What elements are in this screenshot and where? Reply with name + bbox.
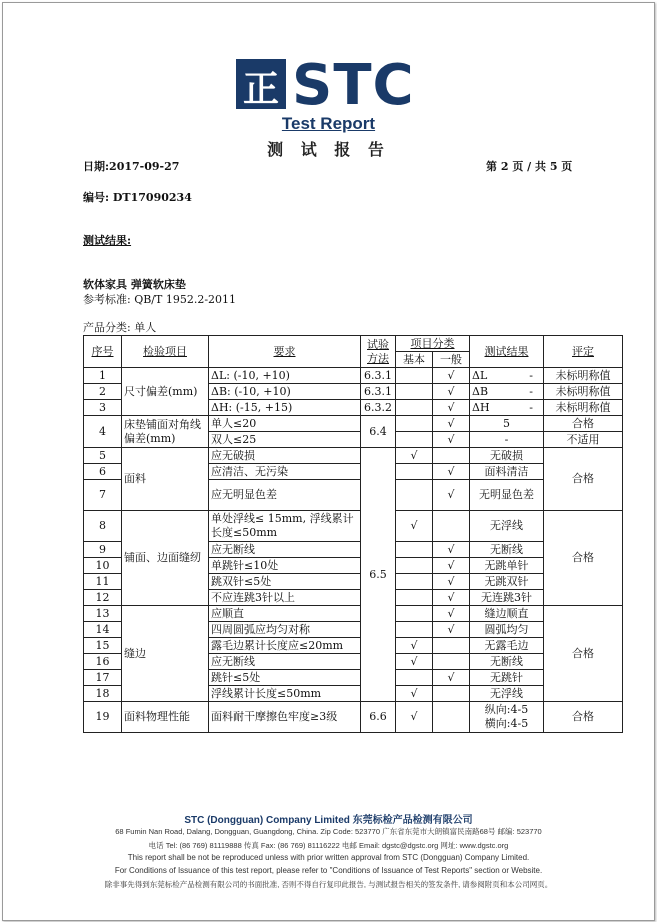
- table-row: 4 床垫铺面对角线偏差(mm) 单人≤20 6.4 √ 5 合格: [84, 416, 623, 432]
- table-row: 8 铺面、边面缝纫 单处浮线≤ 15mm, 浮线累计长度≤50mm √ 无浮线 合格: [84, 511, 623, 542]
- check-mark: √: [433, 464, 470, 480]
- table-row: 13 缝边 应顺直 √ 缝边顺直 合格: [84, 606, 623, 622]
- report-date: 日期:2017-09-27: [83, 160, 180, 173]
- check-mark: √: [433, 574, 470, 590]
- footer-contact: 电话 Tel: (86 769) 81119888 传真 Fax: (86 769) 81116222 电邮 Email: dgstc@dgstc.org 网址: www.dgstc.org: [148, 841, 509, 850]
- item-fabric-physical: 面料物理性能: [122, 702, 209, 733]
- header-item: 检验项目: [122, 336, 209, 368]
- table-row: 12 不应连跳3针以上 √ 无连跳3针: [84, 590, 623, 606]
- logo-text: STC: [292, 53, 415, 118]
- check-mark: √: [433, 416, 470, 432]
- item-size-deviation: 尺寸偏差(mm): [122, 368, 209, 416]
- check-mark: √: [396, 686, 433, 702]
- check-mark: √: [433, 542, 470, 558]
- header-general: 一般: [433, 352, 470, 368]
- table-row: 17 跳针≤5处 √ 无跳针: [84, 670, 623, 686]
- report-title-en: Test Report: [281, 114, 376, 133]
- item-diagonal-deviation: 床垫铺面对角线偏差(mm): [122, 416, 209, 448]
- report-number: 编号: DT17090234: [83, 191, 192, 204]
- table-header-row: [84, 336, 623, 352]
- check-mark: √: [396, 511, 433, 542]
- table-row: 15 露毛边累计长度应≤20mm √ 无露毛边: [84, 638, 623, 654]
- logo-mark-icon: 正: [236, 59, 286, 109]
- header-rating: 评定: [544, 336, 623, 368]
- check-mark: √: [433, 400, 470, 416]
- check-mark: √: [433, 432, 470, 448]
- item-fabric: 面料: [122, 448, 209, 511]
- table-row: 7 应无明显色差 √ 无明显色差: [84, 480, 623, 511]
- product-name: 软体家具 弹簧软床垫: [83, 278, 186, 291]
- header-method: 试验 方法: [361, 336, 396, 368]
- header-requirement: 要求: [209, 336, 361, 368]
- table-row: 10 单跳针≤10处 √ 无跳单针: [84, 558, 623, 574]
- table-row: 14 四周圆弧应均匀对称 √ 圆弧均匀: [84, 622, 623, 638]
- header-result: 测试结果: [470, 336, 544, 368]
- table-row: 16 应无断线 √ 无断线: [84, 654, 623, 670]
- table-row: 11 跳双针≤5处 √ 无跳双针: [84, 574, 623, 590]
- table-row: 3 ΔH: (-15, +15) 6.3.2 √ ΔH - 未标明称值: [84, 400, 623, 416]
- table-row: 2 ΔB: (-10, +10) 6.3.1 √ ΔB - 未标明称值: [84, 384, 623, 400]
- table-row: 19 面料物理性能 面料耐干摩擦色牢度≥3级 6.6 √ 纵向:4-5 横向:4-5 合格: [84, 702, 623, 733]
- check-mark: √: [396, 448, 433, 464]
- page-number: 第 2 页 / 共 5 页: [486, 160, 573, 173]
- table-row: 18 浮线累计长度≤50mm √ 无浮线: [84, 686, 623, 702]
- results-title: 测试结果:: [83, 234, 132, 247]
- footer-notice-1: This report shall be not be reproduced unless with prior written approval from STC (Dongguan) Company Limited.: [127, 853, 530, 862]
- check-mark: √: [433, 368, 470, 384]
- item-seam-sewing: 铺面、边面缝纫: [122, 511, 209, 606]
- table-row: 5 面料 应无破损 6.5 √ 无破损 合格: [84, 448, 623, 464]
- table-row: 双人≤25 √ - 不适用: [84, 432, 623, 448]
- header-no: 序号: [84, 336, 122, 368]
- footer-notice-2: For Conditions of Issuance of this test report, please refer to "Conditions of Issuance of Test Reports" section or Website.: [114, 866, 543, 875]
- product-category: 产品分类: 单人: [83, 321, 157, 334]
- check-mark: √: [396, 654, 433, 670]
- table-row: 1 尺寸偏差(mm) ΔL: (-10, +10) 6.3.1 √ ΔL - 未标明称值: [84, 368, 623, 384]
- item-edge-seam: 缝边: [122, 606, 209, 702]
- report-title-cn: 测 试 报 告: [267, 140, 390, 159]
- header-basic: 基本: [396, 352, 433, 368]
- check-mark: √: [433, 622, 470, 638]
- check-mark: √: [433, 558, 470, 574]
- footer-notice-3: 除非事先得到东莞标检产品检测有限公司的书面批准, 否则不得自行复印此报告, 与测试报告相关的签发条件, 请参阅附页和本公司网页。: [104, 880, 553, 889]
- stc-logo: [236, 53, 422, 118]
- check-mark: √: [433, 384, 470, 400]
- table-row: 9 应无断线 √ 无断线: [84, 542, 623, 558]
- check-mark: √: [433, 590, 470, 606]
- check-mark: √: [433, 606, 470, 622]
- check-mark: √: [433, 670, 470, 686]
- check-mark: √: [396, 638, 433, 654]
- reference-standard: 参考标准: QB/T 1952.2-2011: [83, 293, 237, 306]
- header-classification: 项目分类: [396, 336, 470, 352]
- check-mark: √: [433, 480, 470, 511]
- method-6-5: 6.5: [361, 448, 396, 702]
- check-mark: √: [396, 702, 433, 733]
- table-row: 6 应清洁、无污染 √ 面料清洁: [84, 464, 623, 480]
- footer-company: STC (Dongguan) Company Limited 东莞标检产品检测有限公司: [184, 815, 473, 826]
- footer-address: 68 Fumin Nan Road, Dalang, Dongguan, Guangdong, China. Zip Code: 523770 广东省东莞市大朗镇富民南路68号 邮编: 523770: [115, 827, 542, 836]
- results-table: [83, 335, 623, 733]
